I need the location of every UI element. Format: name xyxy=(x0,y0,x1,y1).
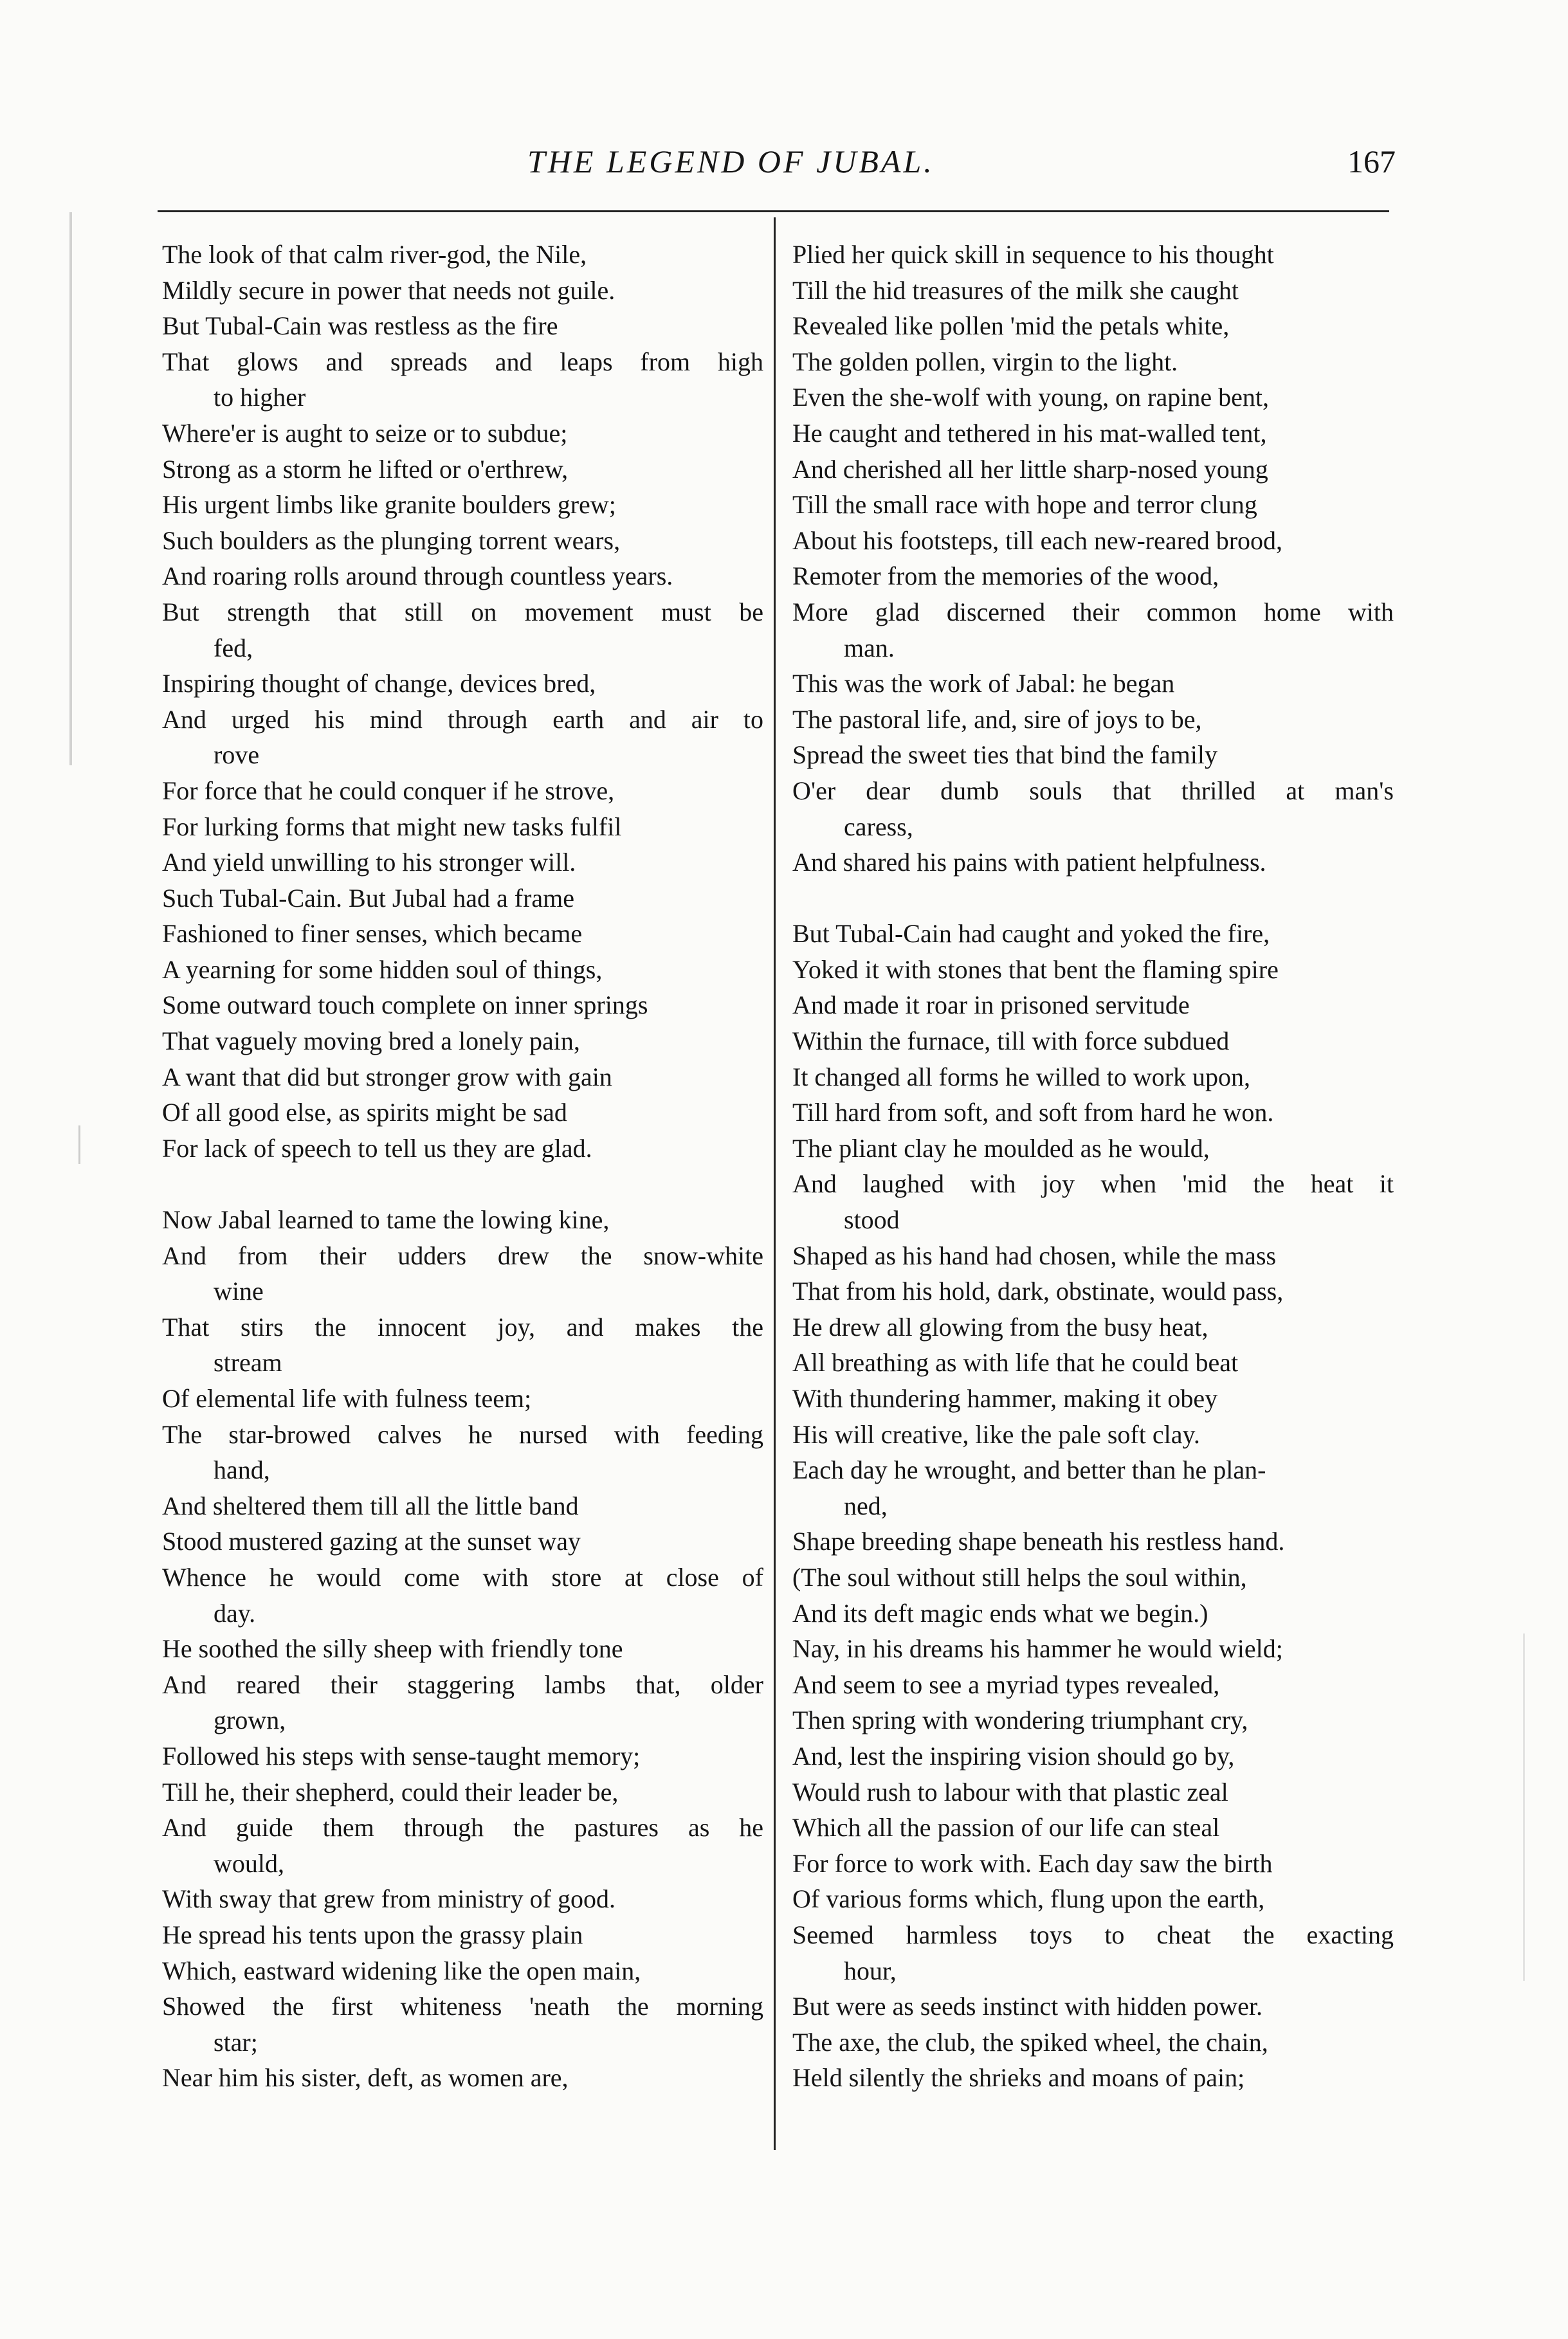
verse-line: With thundering hammer, making it obey xyxy=(792,1384,1218,1413)
verse-line: A yearning for some hidden soul of things, xyxy=(162,954,603,984)
verse-line: Near him his sister, deft, as women are, xyxy=(162,2063,569,2093)
verse-line: And guide them through the pastures as he xyxy=(162,1813,763,1843)
verse-line: And made it roar in prisoned servitude xyxy=(792,990,1190,1020)
verse-line: The pastoral life, and, sire of joys to be, xyxy=(792,704,1202,734)
verse-line: With sway that grew from ministry of good. xyxy=(162,1884,615,1914)
verse-line: For lack of speech to tell us they are glad. xyxy=(162,1133,592,1163)
verse-line: Seemed harmless toys to cheat the exacting xyxy=(792,1920,1394,1949)
verse-line: But Tubal-Cain was restless as the fire xyxy=(162,311,558,341)
verse-line: And its deft magic ends what we begin.) xyxy=(792,1598,1208,1628)
verse-line: For lurking forms that might new tasks fulfil xyxy=(162,812,622,841)
verse-line: Each day he wrought, and better than he plan- xyxy=(792,1455,1266,1485)
verse-line: wine xyxy=(214,1277,264,1306)
verse-line xyxy=(792,880,1394,916)
verse-line: Till he, their shepherd, could their leader be, xyxy=(162,1777,619,1807)
verse-line: Of elemental life with fulness teem; xyxy=(162,1384,532,1413)
verse-line: Held silently the shrieks and moans of pain; xyxy=(792,2063,1245,2093)
verse-line: Spread the sweet ties that bind the family xyxy=(792,740,1217,770)
verse-line: Would rush to labour with that plastic zeal xyxy=(792,1777,1228,1807)
verse-line: The star-browed calves he nursed with feeding xyxy=(162,1419,763,1449)
verse-line: For force to work with. Each day saw the birth xyxy=(792,1848,1273,1878)
verse-line: It changed all forms he willed to work upon, xyxy=(792,1062,1251,1091)
verse-line: The pliant clay he moulded as he would, xyxy=(792,1133,1210,1163)
header-rule xyxy=(158,210,1389,212)
verse-line: to higher xyxy=(214,383,306,412)
verse-line: He spread his tents upon the grassy plain xyxy=(162,1920,583,1949)
left-column xyxy=(162,237,763,2096)
verse-line: Within the furnace, till with force subdued xyxy=(792,1026,1230,1056)
verse-line: His will creative, like the pale soft clay. xyxy=(792,1419,1200,1449)
verse-line: This was the work of Jabal: he began xyxy=(792,669,1175,698)
page-header xyxy=(154,143,1408,188)
verse-line: That vaguely moving bred a lonely pain, xyxy=(162,1026,580,1056)
verse-line: Whence he would come with store at close of xyxy=(162,1562,763,1592)
verse-line: Then spring with wondering triumphant cry, xyxy=(792,1706,1248,1735)
verse-line: That glows and spreads and leaps from high xyxy=(162,347,763,376)
verse-line: And laughed with joy when 'mid the heat it xyxy=(792,1169,1394,1199)
verse-line: Mildly secure in power that needs not guile. xyxy=(162,275,615,305)
verse-line: For force that he could conquer if he strove, xyxy=(162,776,615,805)
verse-line: His urgent limbs like granite boulders grew; xyxy=(162,490,616,520)
verse-line: He drew all glowing from the busy heat, xyxy=(792,1312,1208,1342)
verse-line: (The soul without still helps the soul within, xyxy=(792,1562,1247,1592)
verse-line: But strength that still on movement must be xyxy=(162,597,763,626)
verse-line: And cherished all her little sharp-nosed young xyxy=(792,454,1268,484)
verse-line: Even the she-wolf with young, on rapine bent, xyxy=(792,383,1269,412)
verse-line: star; xyxy=(214,2027,258,2057)
verse-line: He soothed the silly sheep with friendly tone xyxy=(162,1634,623,1664)
verse-line: Showed the first whiteness 'neath the morning xyxy=(162,1992,763,2021)
verse-line: And sheltered them till all the little band xyxy=(162,1491,579,1520)
verse-line: And urged his mind through earth and air to xyxy=(162,704,763,734)
verse-line: Plied her quick skill in sequence to his thought xyxy=(792,240,1274,269)
verse-line: Nay, in his dreams his hammer he would wield; xyxy=(792,1634,1283,1664)
verse-line: would, xyxy=(214,1848,284,1878)
verse-line: Of various forms which, flung upon the earth, xyxy=(792,1884,1265,1914)
verse-line: And reared their staggering lambs that, older xyxy=(162,1670,763,1699)
verse-line: But Tubal-Cain had caught and yoked the fire, xyxy=(792,919,1270,949)
verse-line: Yoked it with stones that bent the flaming spire xyxy=(792,954,1279,984)
verse-line xyxy=(162,1166,763,1202)
verse-line: hour, xyxy=(844,1956,897,1985)
verse-line: But were as seeds instinct with hidden power. xyxy=(792,1992,1263,2021)
verse-line: All breathing as with life that he could beat xyxy=(792,1348,1239,1378)
verse-line: A want that did but stronger grow with gain xyxy=(162,1062,612,1091)
verse-line: Stood mustered gazing at the sunset way xyxy=(162,1527,581,1556)
verse-line: Followed his steps with sense-taught memory; xyxy=(162,1741,641,1770)
verse-line: That from his hold, dark, obstinate, would pass, xyxy=(792,1277,1284,1306)
verse-line: Where'er is aught to seize or to subdue; xyxy=(162,418,568,448)
verse-line: stream xyxy=(214,1348,282,1378)
verse-line: Now Jabal learned to tame the lowing kine, xyxy=(162,1205,610,1235)
verse-line: Of all good else, as spirits might be sad xyxy=(162,1098,567,1127)
verse-line: And shared his pains with patient helpfulness. xyxy=(792,848,1266,877)
verse-line: And roaring rolls around through countless years. xyxy=(162,561,673,591)
running-title: THE LEGEND OF JUBAL. xyxy=(527,143,934,179)
verse-line: Revealed like pollen 'mid the petals white, xyxy=(792,311,1230,341)
verse-line: Remoter from the memories of the wood, xyxy=(792,561,1219,591)
verse-line: The axe, the club, the spiked wheel, the chain, xyxy=(792,2027,1268,2057)
scan-margin-mark xyxy=(78,1125,80,1164)
verse-line: About his footsteps, till each new-reared brood, xyxy=(792,525,1283,555)
verse-line: Such boulders as the plunging torrent wears, xyxy=(162,525,621,555)
page-number: 167 xyxy=(1347,143,1396,179)
verse-line: Which, eastward widening like the open main, xyxy=(162,1956,641,1985)
verse-line: grown, xyxy=(214,1706,286,1735)
scan-margin-mark xyxy=(1523,1634,1525,1981)
verse-line: The look of that calm river-god, the Nile, xyxy=(162,240,587,269)
verse-line: rove xyxy=(214,740,260,770)
verse-line: hand, xyxy=(214,1455,270,1485)
verse-line: And seem to see a myriad types revealed, xyxy=(792,1670,1220,1699)
verse-line: Fashioned to finer senses, which became xyxy=(162,919,583,949)
right-column xyxy=(792,237,1394,2096)
verse-line: Strong as a storm he lifted or o'erthrew, xyxy=(162,454,569,484)
verse-line: day. xyxy=(214,1598,256,1628)
verse-line: Shape breeding shape beneath his restless hand. xyxy=(792,1527,1285,1556)
verse-line: He caught and tethered in his mat-walled tent, xyxy=(792,418,1267,448)
verse-line: Some outward touch complete on inner springs xyxy=(162,990,648,1020)
verse-line: caress, xyxy=(844,812,913,841)
verse-line: O'er dear dumb souls that thrilled at man's xyxy=(792,776,1394,805)
verse-line: And yield unwilling to his stronger will. xyxy=(162,848,576,877)
verse-line: Which all the passion of our life can steal xyxy=(792,1813,1220,1843)
verse-line: Such Tubal-Cain. But Jubal had a frame xyxy=(162,883,575,913)
verse-line: More glad discerned their common home with xyxy=(792,597,1394,626)
verse-line: Inspiring thought of change, devices bred, xyxy=(162,669,596,698)
verse-line: Shaped as his hand had chosen, while the mass xyxy=(792,1241,1277,1270)
verse-line: Till the small race with hope and terror clung xyxy=(792,490,1257,520)
verse-line: Till the hid treasures of the milk she caught xyxy=(792,275,1239,305)
verse-line: Till hard from soft, and soft from hard he won. xyxy=(792,1098,1274,1127)
verse-line: The golden pollen, virgin to the light. xyxy=(792,347,1178,376)
column-rule xyxy=(774,217,776,2150)
verse-line: man. xyxy=(844,633,895,662)
verse-line: fed, xyxy=(214,633,253,662)
verse-line: ned, xyxy=(844,1491,888,1520)
verse-line: And, lest the inspiring vision should go by, xyxy=(792,1741,1235,1770)
verse-line: And from their udders drew the snow-white xyxy=(162,1241,763,1270)
verse-line: That stirs the innocent joy, and makes the xyxy=(162,1312,763,1342)
verse-line: stood xyxy=(844,1205,900,1235)
scan-margin-mark xyxy=(69,212,72,765)
